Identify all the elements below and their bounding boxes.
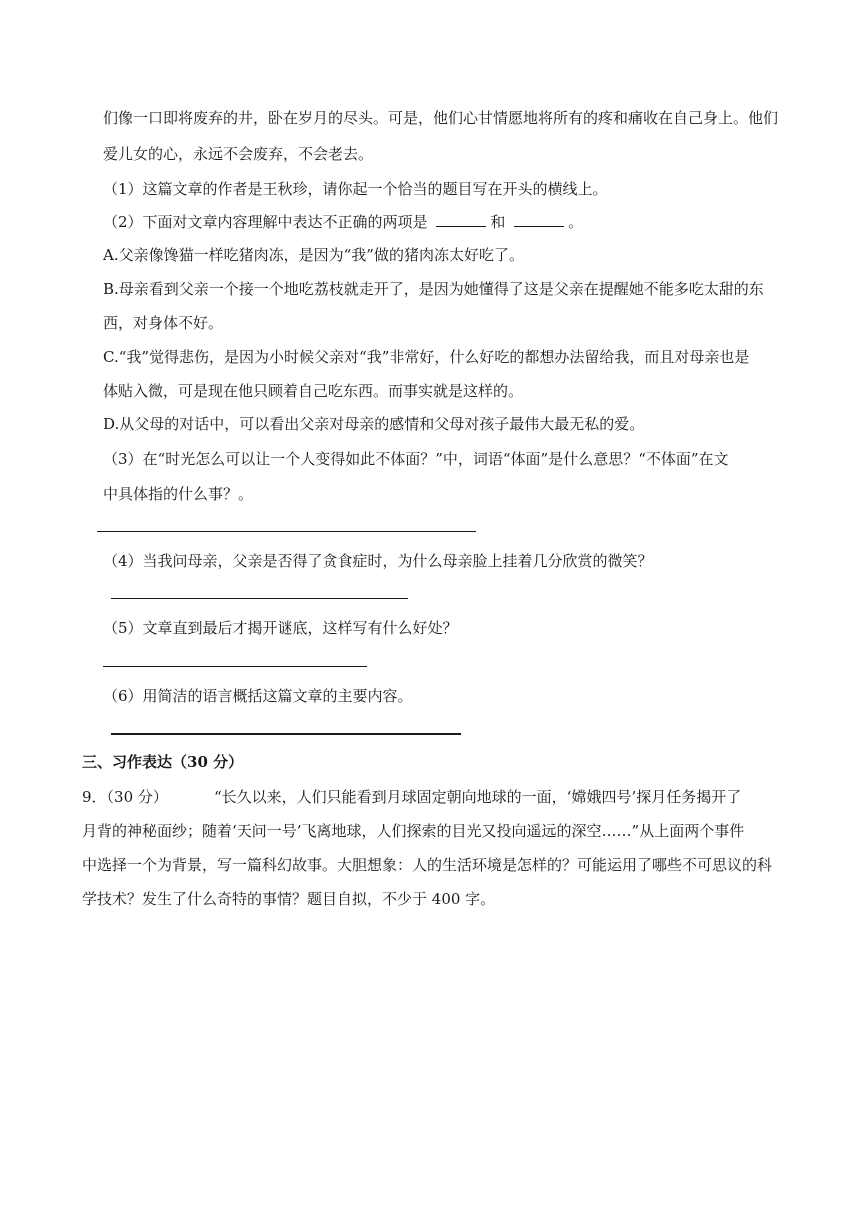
question-9-number: 9．（30 分） (82, 788, 168, 806)
passage-line: 爱儿女的心，永远不会废弃，不会老去。 (103, 145, 374, 163)
question-9-prompt: “长久以来，人们只能看到月球固定朝向地球的一面，‘嫦娥四号’探月任务揭开了 (214, 788, 742, 806)
answer-blank-1[interactable] (436, 212, 486, 227)
question-3-cont: 中具体指的什么事？。 (103, 485, 254, 503)
question-2-suffix: 。 (568, 213, 584, 231)
answer-line-3[interactable] (97, 531, 476, 532)
option-c: C.“我”觉得悲伤，是因为小时候父亲对“我”非常好，什么好吃的都想办法留给我，而且对母亲也是 (103, 348, 750, 366)
question-5: （5）文章直到最后才揭开谜底，这样写有什么好处？ (103, 619, 458, 637)
answer-line-5[interactable] (103, 666, 367, 667)
question-2-prefix: （2）下面对文章内容理解中表达不正确的两项是 (103, 213, 428, 231)
option-b-cont: 西，对身体不好。 (103, 314, 224, 332)
question-1: （1）这篇文章的作者是王秋珍，请你起一个恰当的题目写在开头的横线上。 (103, 180, 608, 198)
answer-blank-2[interactable] (514, 212, 564, 227)
section-heading: 三、习作表达（30 分） (82, 753, 244, 771)
question-6: （6）用简洁的语言概括这篇文章的主要内容。 (103, 687, 413, 705)
question-3: （3）在“时光怎么可以让一个人变得如此不体面？”中，词语“体面”是什么意思？“不体面”在文 (103, 450, 729, 468)
question-9-prompt-cont: 中选择一个为背景，写一篇科幻故事。大胆想象：人的生活环境是怎样的？可能运用了哪些不可思议的科 (82, 856, 773, 874)
question-2 (103, 212, 583, 232)
question-4: （4）当我问母亲，父亲是否得了贪食症时，为什么母亲脸上挂着几分欣赏的微笑？ (103, 552, 653, 570)
passage-line: 们像一口即将废弃的井，卧在岁月的尽头。可是，他们心甘情愿地将所有的疼和痛收在自己身上。他们 (103, 109, 779, 127)
option-d: D.从父母的对话中，可以看出父亲对母亲的感情和父母对孩子最伟大最无私的爱。 (103, 415, 645, 433)
question-2-middle: 和 (490, 213, 506, 231)
option-b: B.母亲看到父亲一个接一个地吃荔枝就走开了，是因为她懂得了这是父亲在提醒她不能多吃太甜的东 (103, 280, 764, 298)
option-c-cont: 体贴入微，可是现在他只顾着自己吃东西。而事实就是这样的。 (103, 382, 524, 400)
answer-line-4[interactable] (111, 598, 408, 599)
option-a: A.父亲像馋猫一样吃猪肉冻，是因为“我”做的猪肉冻太好吃了。 (103, 246, 524, 264)
question-9-prompt-cont: 月背的神秘面纱；随着‘天问一号’飞离地球，人们探索的目光又投向遥远的深空……”从上面两个事件 (82, 822, 745, 840)
question-9-prompt-cont: 学技术？发生了什么奇特的事情？题目自拟，不少于 400 字。 (82, 890, 496, 908)
answer-line-6[interactable] (111, 733, 461, 735)
